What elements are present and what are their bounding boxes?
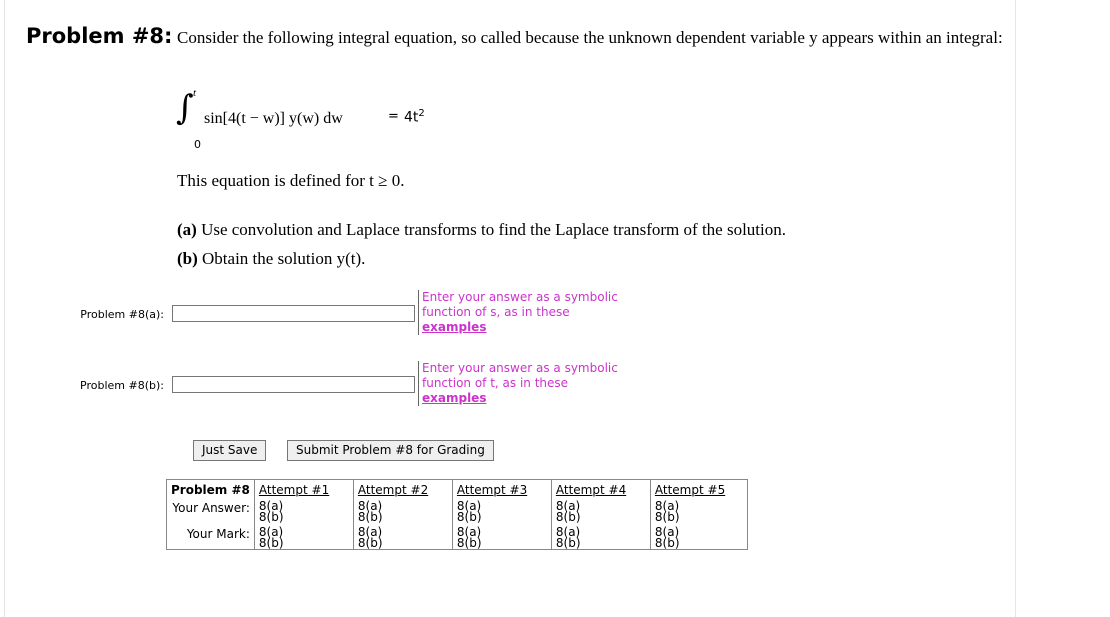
attempt-5-answer-a: 8(a) bbox=[654, 499, 680, 513]
attempt-2-answer bbox=[353, 499, 452, 527]
attempt-2-answer-a: 8(a) bbox=[357, 499, 383, 513]
part-a-text: Use convolution and Laplace transforms to find the Laplace transform of the solution. bbox=[201, 220, 786, 239]
attempt-4-answer bbox=[551, 499, 650, 527]
attempt-1-mark bbox=[254, 527, 353, 550]
part-a-label: (a) bbox=[177, 220, 197, 239]
rhs-exponent: 2 bbox=[418, 108, 425, 119]
attempt-4-mark-b: 8(b) bbox=[555, 536, 581, 550]
equation-rhs bbox=[404, 108, 425, 126]
attempt-2-answer-b: 8(b) bbox=[357, 510, 383, 524]
equals-sign: = bbox=[388, 109, 399, 124]
attempt-1-mark-a: 8(a) bbox=[258, 525, 284, 539]
attempt-4-mark-a: 8(a) bbox=[555, 525, 581, 539]
answer-b-hint-line2: function of t, as in these bbox=[422, 376, 569, 390]
attempts-header-problem: Problem #8 bbox=[171, 483, 250, 497]
attempt-3-answer-b: 8(b) bbox=[456, 510, 482, 524]
problem-intro: Consider the following integral equation, so called because the unknown dependent variable y appears within an integral: bbox=[177, 28, 1003, 47]
integral-sign-icon: ∫ bbox=[176, 88, 194, 128]
answer-a-hint bbox=[418, 290, 662, 335]
attempt-5-mark-a: 8(a) bbox=[654, 525, 680, 539]
your-answer-label: Your Answer: bbox=[172, 501, 250, 515]
part-b-text: Obtain the solution y(t). bbox=[202, 249, 366, 268]
attempt-4-answer-a: 8(a) bbox=[555, 499, 581, 513]
your-mark-label: Your Mark: bbox=[186, 527, 250, 541]
your-answer-row bbox=[167, 499, 748, 527]
attempt-2-header: Attempt #2 bbox=[353, 480, 452, 500]
attempt-3-answer-a: 8(a) bbox=[456, 499, 482, 513]
attempt-5-mark bbox=[650, 527, 747, 550]
attempt-3-answer bbox=[452, 499, 551, 527]
integral-upper-limit: t bbox=[193, 87, 197, 99]
just-save-button[interactable]: Just Save bbox=[193, 440, 266, 461]
attempt-1-answer-b: 8(b) bbox=[258, 510, 284, 524]
attempt-2-mark-b: 8(b) bbox=[357, 536, 383, 550]
answer-a-hint-line1: Enter your answer as a symbolic bbox=[422, 290, 618, 304]
attempt-2-mark-a: 8(a) bbox=[357, 525, 383, 539]
attempt-2-mark bbox=[353, 527, 452, 550]
submit-grading-button[interactable]: Submit Problem #8 for Grading bbox=[287, 440, 494, 461]
answer-b-input[interactable] bbox=[172, 376, 415, 393]
attempt-5-answer bbox=[650, 499, 747, 527]
attempt-3-mark-a: 8(a) bbox=[456, 525, 482, 539]
attempts-table bbox=[166, 479, 748, 550]
attempt-4-mark bbox=[551, 527, 650, 550]
answer-a-input[interactable] bbox=[172, 305, 415, 322]
attempt-5-mark-b: 8(b) bbox=[654, 536, 680, 550]
attempt-3-header: Attempt #3 bbox=[452, 480, 551, 500]
domain-statement: This equation is defined for t ≥ 0. bbox=[177, 171, 405, 190]
attempt-4-header: Attempt #4 bbox=[551, 480, 650, 500]
attempt-1-answer bbox=[254, 499, 353, 527]
attempt-1-header: Attempt #1 bbox=[254, 480, 353, 500]
attempt-1-mark-b: 8(b) bbox=[258, 536, 284, 550]
attempt-1-answer-a: 8(a) bbox=[258, 499, 284, 513]
part-b-instruction bbox=[177, 249, 365, 269]
answer-a-hint-line2: function of s, as in these bbox=[422, 305, 570, 319]
integral-lower-limit: 0 bbox=[194, 138, 201, 151]
part-b-label: (b) bbox=[177, 249, 198, 268]
attempt-4-answer-b: 8(b) bbox=[555, 510, 581, 524]
answer-a-examples-link[interactable]: examples bbox=[422, 320, 487, 334]
problem-title: Problem #8: bbox=[26, 24, 173, 48]
attempt-5-header: Attempt #5 bbox=[650, 480, 747, 500]
attempts-header-row bbox=[167, 480, 748, 500]
answer-b-hint bbox=[418, 361, 662, 406]
integrand: sin[4(t − w)] y(w) dw bbox=[204, 110, 343, 127]
attempt-3-mark bbox=[452, 527, 551, 550]
attempt-3-mark-b: 8(b) bbox=[456, 536, 482, 550]
rhs-base: 4t bbox=[404, 109, 419, 126]
part-a-instruction bbox=[177, 220, 786, 240]
answer-b-hint-line1: Enter your answer as a symbolic bbox=[422, 361, 618, 375]
answer-b-examples-link[interactable]: examples bbox=[422, 391, 487, 405]
attempt-5-answer-b: 8(b) bbox=[654, 510, 680, 524]
answer-b-label: Problem #8(b): bbox=[80, 379, 164, 392]
answer-a-label: Problem #8(a): bbox=[80, 308, 164, 321]
your-mark-row bbox=[167, 527, 748, 550]
